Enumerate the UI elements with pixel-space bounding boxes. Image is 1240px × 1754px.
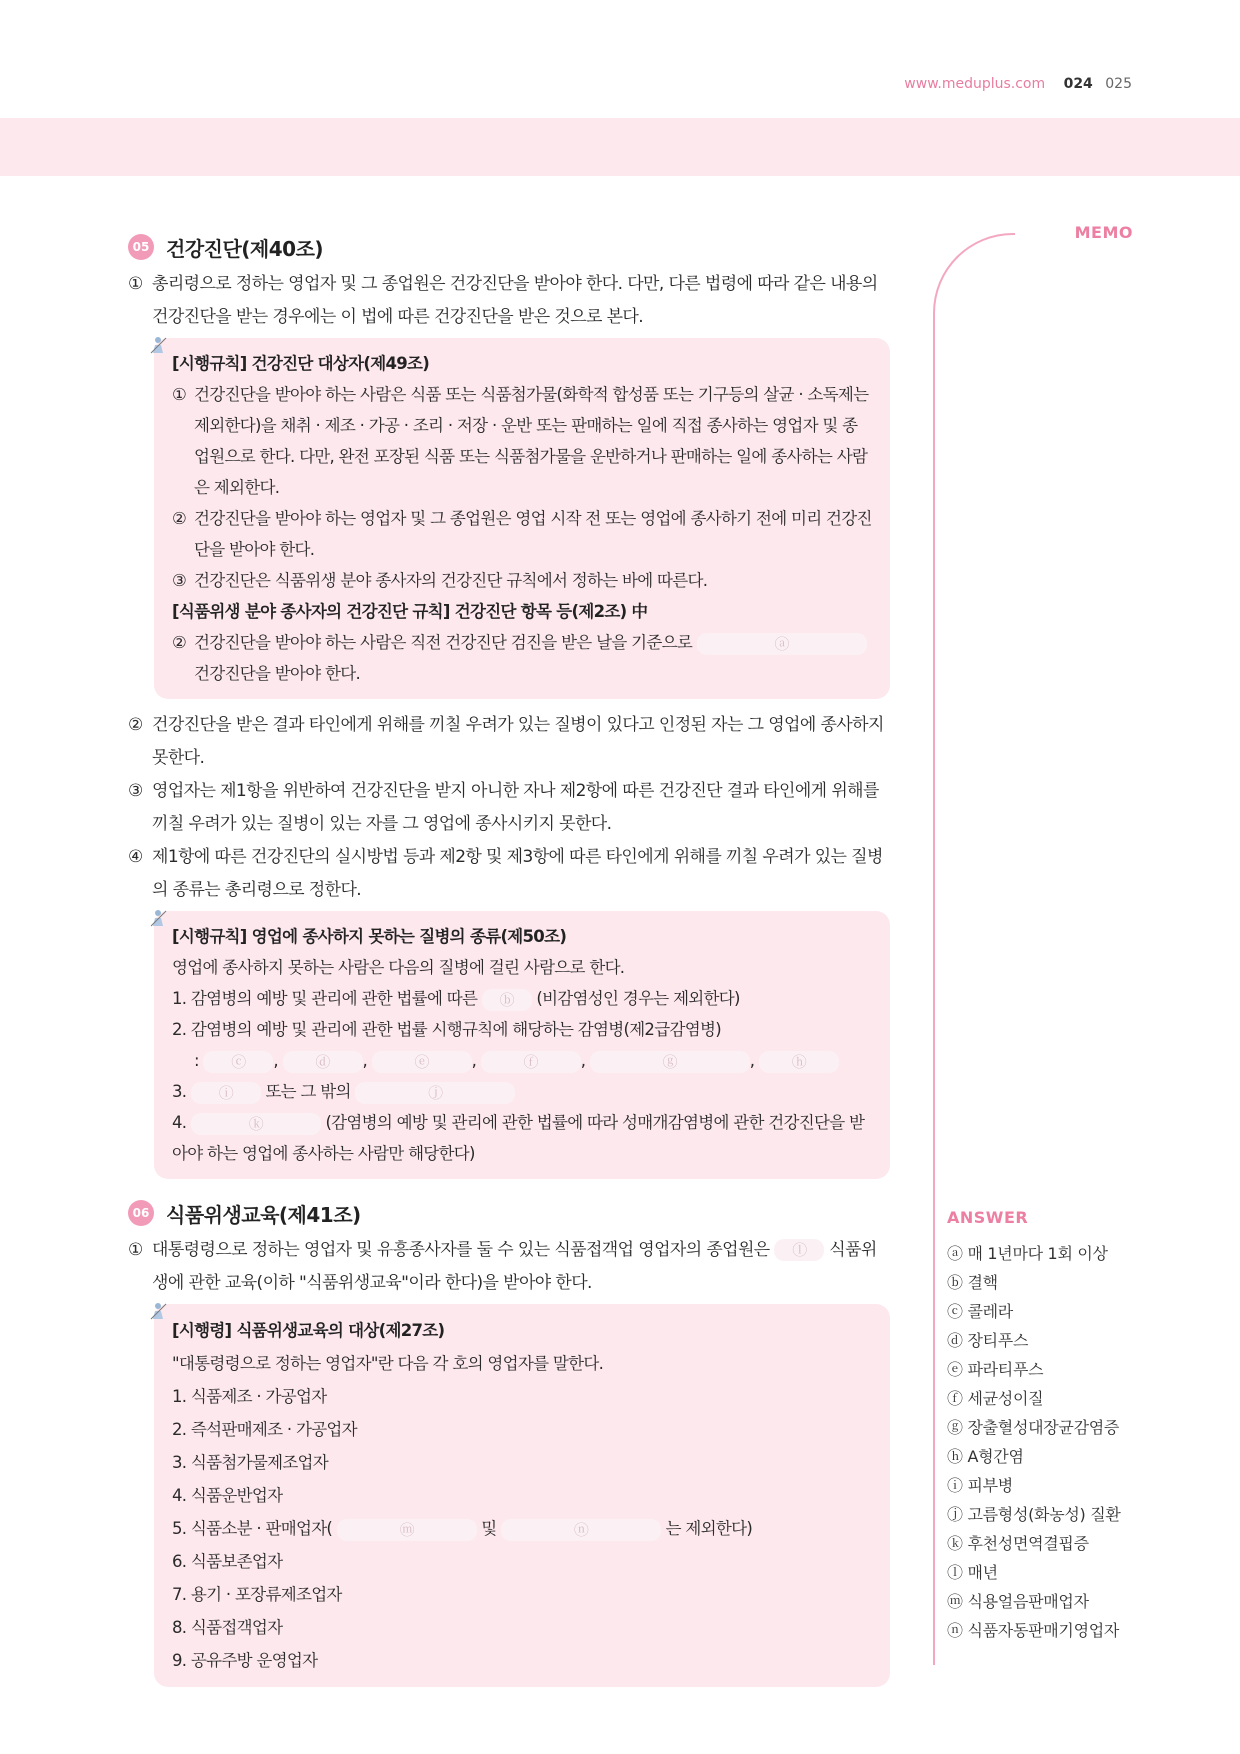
box-list-item: 1. 식품제조 · 가공업자 (172, 1387, 327, 1406)
memo-label: MEMO (1067, 223, 1133, 242)
paragraph-text: 대통령령으로 정하는 영업자 및 유흥종사자를 둘 수 있는 식품접객업 영업자의 종업원은 (152, 1240, 770, 1260)
section-05 (128, 232, 890, 1179)
person-icon (150, 336, 168, 354)
item-text: 5. 식품소분 · 판매업자( (172, 1519, 333, 1538)
answer-label: ANSWER (947, 1208, 1029, 1227)
section-05-heading (128, 232, 890, 262)
answer-item: ⓗ A형간염 (947, 1447, 1024, 1466)
box-intro: 영업에 종사하지 못하는 사람은 다음의 질병에 걸린 사람으로 한다. (172, 958, 625, 977)
box-item (172, 627, 872, 689)
box-list-item: 9. 공유주방 운영업자 (172, 1651, 318, 1670)
answer-item: ⓛ 매년 (947, 1563, 998, 1582)
paragraph-text: 식품위생에 관한 교육(이하 "식품위생교육"이라 한다)을 받아야 한다. (152, 1240, 877, 1293)
colon: : (194, 1051, 199, 1070)
paragraph-marker: ④ (128, 847, 143, 867)
item-text: 는 제외한다) (665, 1519, 753, 1538)
answer-item: ⓖ 장출혈성대장균감염증 (947, 1418, 1120, 1437)
section-number-badge: 06 (128, 1200, 154, 1226)
box-intro: "대통령령으로 정하는 영업자"란 다음 각 호의 영업자를 말한다. (172, 1354, 604, 1373)
comma: , (749, 1051, 755, 1070)
box-list-item-4 (172, 1107, 872, 1169)
box-subtitle: [식품위생 분야 종사자의 건강진단 규칙] 건강진단 항목 등(제2조) 中 (172, 602, 648, 621)
paragraph-1 (128, 1234, 890, 1300)
page-number-right: 025 (1105, 76, 1132, 92)
item-text: 건강진단을 받아야 하는 사람은 식품 또는 식품첨가물(화학적 합성품 또는 기구등의 살균 · 소독제는 제외한다)을 채취 · 제조 · 가공 · 조리 · 저장 · 운반 또는 판매하는 일에 직접 종사하는 영업자 및 종업원으로 한다. 다만, 완전 포장된 식품 또는 식품첨가물을 운반하거나 판매하는 일에 종사하는 사람은 제외한다. (194, 385, 869, 497)
item-text: 3. (172, 1082, 187, 1101)
comma: , (471, 1051, 477, 1070)
item-text: (감염병의 예방 및 관리에 관한 법률에 따라 성매개감염병에 관한 건강진단을 받아야 하는 영업에 종사하는 사람만 해당한다) (172, 1113, 865, 1163)
answer-blank-h[interactable]: ⓗ (759, 1051, 839, 1073)
paragraph-text: 총리령으로 정하는 영업자 및 그 종업원은 건강진단을 받아야 한다. 다만, 다른 법령에 따라 같은 내용의 건강진단을 받는 경우에는 이 법에 따른 건강진단을 받은 것으로 본다. (152, 274, 878, 327)
answer-blank-a[interactable]: ⓐ (697, 633, 867, 655)
item-text: 1. 감염병의 예방 및 관리에 관한 법률에 따른 (172, 989, 478, 1008)
paragraph-text: 건강진단을 받은 결과 타인에게 위해를 끼칠 우려가 있는 질병이 있다고 인정된 자는 그 영업에 종사하지 못한다. (152, 715, 884, 768)
site-url[interactable]: www.meduplus.com (904, 76, 1046, 92)
paragraph-4 (128, 841, 890, 907)
box-list-item-2-blanks (172, 1045, 872, 1076)
answer-item: ⓝ 식품자동판매기영업자 (947, 1621, 1120, 1640)
box-item (172, 379, 872, 503)
paragraph-marker: ① (128, 274, 143, 294)
item-text: 및 (481, 1519, 497, 1538)
paragraph-2 (128, 709, 890, 775)
box-item (172, 503, 872, 565)
item-text: 건강진단을 받아야 하는 사람은 직전 건강진단 검진을 받은 날을 기준으로 (194, 633, 693, 652)
header-band (0, 118, 1240, 176)
section-number-badge: 05 (128, 234, 154, 260)
paragraph-marker: ② (128, 715, 143, 735)
answer-blank-n[interactable]: ⓝ (501, 1519, 661, 1541)
answer-blank-k[interactable]: ⓚ (191, 1113, 321, 1135)
box-title: [시행규칙] 영업에 종사하지 못하는 질병의 종류(제50조) (172, 927, 567, 946)
item-marker: ② (172, 633, 187, 652)
box-title: [시행규칙] 건강진단 대상자(제49조) (172, 354, 430, 373)
item-text: 4. (172, 1113, 187, 1132)
box-list-item: 8. 식품접객업자 (172, 1618, 283, 1637)
item-text: 건강진단을 받아야 하는 영업자 및 그 종업원은 영업 시작 전 또는 영업에 종사하기 전에 미리 건강진단을 받아야 한다. (194, 509, 872, 559)
answer-item: ⓕ 세균성이질 (947, 1389, 1044, 1408)
box-list-item: 7. 용기 · 포장류제조업자 (172, 1585, 342, 1604)
box-list-item: 4. 식품운반업자 (172, 1486, 283, 1505)
answer-item: ⓘ 피부병 (947, 1476, 1013, 1495)
item-text: 건강진단을 받아야 한다. (194, 664, 361, 683)
comma: , (273, 1051, 278, 1070)
section-title: 식품위생교육(제41조) (166, 1202, 361, 1227)
answer-blank-f[interactable]: ⓕ (481, 1051, 581, 1073)
note-box-regulation-49 (154, 338, 890, 699)
box-item (172, 565, 872, 596)
answer-item: ⓐ 매 1년마다 1회 이상 (947, 1244, 1108, 1263)
answer-blank-g[interactable]: ⓖ (590, 1051, 750, 1073)
comma: , (362, 1051, 368, 1070)
answer-panel (947, 1208, 1147, 1645)
answer-item: ⓓ 장티푸스 (947, 1331, 1029, 1350)
item-marker: ① (172, 385, 187, 404)
item-text: 건강진단은 식품위생 분야 종사자의 건강진단 규칙에서 정하는 바에 따른다. (194, 571, 708, 590)
box-title: [시행령] 식품위생교육의 대상(제27조) (172, 1321, 445, 1340)
note-box-regulation-50 (154, 911, 890, 1179)
paragraph-text: 영업자는 제1항을 위반하여 건강진단을 받지 아니한 자나 제2항에 따른 건강진단 결과 타인에게 위해를 끼칠 우려가 있는 질병이 있는 자를 그 영업에 종사시키지 못한다. (152, 781, 879, 834)
answer-blank-e[interactable]: ⓔ (372, 1051, 472, 1073)
comma: , (580, 1051, 586, 1070)
page-number-left: 024 (1063, 76, 1093, 92)
item-text: (비감염성인 경우는 제외한다) (536, 989, 740, 1008)
person-icon (150, 1302, 168, 1320)
answer-item: ⓒ 콜레라 (947, 1302, 1013, 1321)
box-list-item-1 (172, 983, 872, 1014)
answer-item: ⓔ 파라티푸스 (947, 1360, 1044, 1379)
section-06-heading (128, 1198, 890, 1228)
answer-blank-c[interactable]: ⓒ (203, 1051, 273, 1073)
person-icon (150, 909, 168, 927)
paragraph-marker: ③ (128, 781, 143, 801)
section-06 (128, 1198, 890, 1687)
item-text: 또는 그 밖의 (265, 1082, 351, 1101)
answer-blank-i[interactable]: ⓘ (191, 1082, 261, 1104)
paragraph-3 (128, 775, 890, 841)
answer-blank-d[interactable]: ⓓ (283, 1051, 363, 1073)
box-list-item: 6. 식품보존업자 (172, 1552, 283, 1571)
box-list-item: 2. 즉석판매제조 · 가공업자 (172, 1420, 357, 1439)
answer-item: ⓙ 고름형성(화농성) 질환 (947, 1505, 1121, 1524)
item-marker: ② (172, 509, 187, 528)
section-title: 건강진단(제40조) (166, 236, 324, 261)
page-header (904, 76, 1132, 92)
box-list-item-3 (172, 1076, 872, 1107)
note-box-decree-27 (154, 1304, 890, 1687)
answer-blank-j[interactable]: ⓙ (355, 1082, 515, 1104)
paragraph-1 (128, 268, 890, 334)
answer-item: ⓑ 결핵 (947, 1273, 998, 1292)
box-list-item-5 (172, 1512, 872, 1545)
answer-blank-m[interactable]: ⓜ (337, 1519, 477, 1541)
answer-blank-l[interactable]: ⓛ (774, 1239, 824, 1261)
paragraph-text: 제1항에 따른 건강진단의 실시방법 등과 제2항 및 제3항에 따른 타인에게 위해를 끼칠 우려가 있는 질병의 종류는 총리령으로 정한다. (152, 847, 883, 900)
box-list-item-2: 2. 감염병의 예방 및 관리에 관한 법률 시행규칙에 해당하는 감염병(제2급감염병) (172, 1020, 721, 1039)
item-marker: ③ (172, 571, 187, 590)
answer-item: ⓚ 후천성면역결핍증 (947, 1534, 1089, 1553)
box-list-item: 3. 식품첨가물제조업자 (172, 1453, 329, 1472)
answer-blank-b[interactable]: ⓑ (482, 989, 532, 1011)
paragraph-marker: ① (128, 1240, 143, 1260)
answer-item: ⓜ 식용얼음판매업자 (947, 1592, 1089, 1611)
